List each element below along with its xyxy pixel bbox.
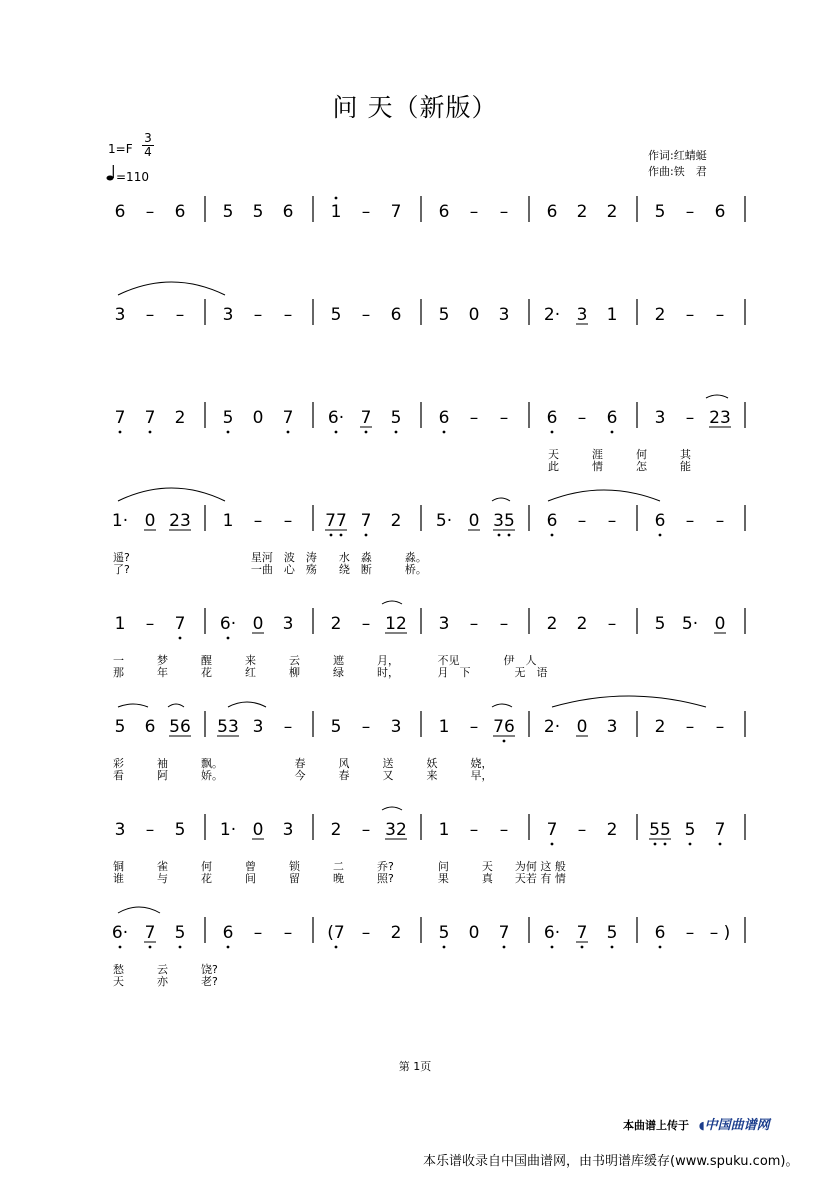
note: 7 xyxy=(390,202,402,222)
note: – xyxy=(469,202,479,222)
note: 77 xyxy=(325,511,347,531)
note: – xyxy=(469,614,479,634)
note: – xyxy=(499,408,509,428)
score-line xyxy=(113,608,745,679)
note: 1 xyxy=(606,305,618,325)
note: 2 xyxy=(174,408,186,428)
note: 5 xyxy=(222,202,234,222)
lower-octave-dot xyxy=(551,534,554,537)
slur xyxy=(118,282,225,295)
meter-top: 3 xyxy=(144,131,152,145)
lower-octave-dot xyxy=(179,946,182,949)
note: 6 xyxy=(222,923,234,943)
note: – xyxy=(715,305,725,325)
slur xyxy=(382,601,402,604)
note: 7 xyxy=(144,408,156,428)
note: 5 xyxy=(654,614,666,634)
lower-octave-dot xyxy=(503,946,506,949)
note: 1· xyxy=(219,820,237,840)
slur xyxy=(492,704,512,707)
lower-octave-dot xyxy=(508,534,511,537)
lower-octave-dot xyxy=(365,534,368,537)
lower-octave-dot xyxy=(719,843,722,846)
note: 5 xyxy=(606,923,618,943)
note: 6· xyxy=(219,614,237,634)
lower-octave-dot xyxy=(227,946,230,949)
slur xyxy=(706,395,728,398)
key-signature: 1=F xyxy=(108,142,133,156)
slur xyxy=(552,696,706,707)
lower-octave-dot xyxy=(659,534,662,537)
note: 7 xyxy=(174,614,186,634)
note: – xyxy=(685,511,695,531)
slur xyxy=(118,907,160,913)
note: 0 xyxy=(252,408,264,428)
note: 2 xyxy=(390,923,402,943)
score-line xyxy=(113,711,745,782)
note: 6 xyxy=(390,305,402,325)
note: 6 xyxy=(546,511,558,531)
lower-octave-dot xyxy=(340,534,343,537)
note: 5 xyxy=(222,408,234,428)
lower-octave-dot xyxy=(119,431,122,434)
note: 6 xyxy=(546,202,558,222)
note: 6 xyxy=(114,202,126,222)
lower-octave-dot xyxy=(335,431,338,434)
note: 6 xyxy=(714,202,726,222)
note: 5· xyxy=(435,511,453,531)
note: 3 xyxy=(438,614,450,634)
note: 7 xyxy=(546,820,558,840)
note: 3 xyxy=(606,717,618,737)
note: – xyxy=(607,511,617,531)
lower-octave-dot xyxy=(179,637,182,640)
lyric-line: 铜 雀 何 曾 锁 二 乔? 问 天 为何 这 般 xyxy=(113,860,566,873)
note: – xyxy=(685,408,695,428)
note: – xyxy=(499,820,509,840)
note: 2 xyxy=(576,202,588,222)
note: 1 xyxy=(114,614,126,634)
note: – xyxy=(361,820,371,840)
slur xyxy=(118,488,225,501)
lower-octave-dot xyxy=(443,946,446,949)
note: 6 xyxy=(174,202,186,222)
slur xyxy=(228,702,266,707)
lower-octave-dot xyxy=(330,534,333,537)
note: – xyxy=(361,614,371,634)
footer-source: 本乐谱收录自中国曲谱网，由书明谱库缓存(www.spuku.com)。 xyxy=(423,1154,799,1169)
note: 2· xyxy=(543,717,561,737)
upper-octave-dot xyxy=(335,197,338,200)
note: – xyxy=(469,820,479,840)
note: – xyxy=(685,923,695,943)
note: 0 xyxy=(252,820,264,840)
note: 56 xyxy=(169,717,191,737)
note: 3 xyxy=(390,717,402,737)
note: 3 xyxy=(498,305,510,325)
note: 6 xyxy=(546,408,558,428)
note: – xyxy=(499,202,509,222)
note: 7 xyxy=(282,408,294,428)
lower-octave-dot xyxy=(335,946,338,949)
note: 0 xyxy=(468,305,480,325)
note: 5 xyxy=(438,923,450,943)
note: 1· xyxy=(111,511,129,531)
lyric-line: 那 年 花 红 柳 绿 时， 月 下 无 语 xyxy=(113,666,548,679)
note: – xyxy=(175,305,185,325)
page-number: 第 1页 xyxy=(398,1060,432,1073)
note: 1 xyxy=(438,820,450,840)
lower-octave-dot xyxy=(551,946,554,949)
composer-credit: 作曲:铁 君 xyxy=(648,165,707,178)
note: 7 xyxy=(114,408,126,428)
note: 5 xyxy=(174,923,186,943)
note: 55 xyxy=(649,820,671,840)
note: 1 xyxy=(330,202,342,222)
note: 6 xyxy=(438,202,450,222)
note: 3 xyxy=(282,820,294,840)
note: 2 xyxy=(330,820,342,840)
lower-octave-dot xyxy=(395,431,398,434)
note: 2 xyxy=(606,820,618,840)
note: 2 xyxy=(390,511,402,531)
score-title: 问 天（新版） xyxy=(332,93,498,122)
note: 5 xyxy=(174,820,186,840)
lyric-line: 此 情 怎 能 xyxy=(548,460,691,473)
note: 5 xyxy=(684,820,696,840)
score-line xyxy=(115,402,745,473)
note: – xyxy=(283,305,293,325)
slur xyxy=(382,807,402,810)
lower-octave-dot xyxy=(227,637,230,640)
note: 53 xyxy=(217,717,239,737)
lower-octave-dot xyxy=(498,534,501,537)
note: – xyxy=(361,717,371,737)
note: 12 xyxy=(385,614,407,634)
lower-octave-dot xyxy=(287,431,290,434)
note: – xyxy=(361,923,371,943)
score-line xyxy=(112,917,745,988)
note: – xyxy=(145,820,155,840)
note: – xyxy=(253,923,263,943)
score-line xyxy=(115,299,745,325)
note: 32 xyxy=(385,820,407,840)
upload-prefix: 本曲谱上传于 xyxy=(623,1119,689,1132)
note: 5 xyxy=(390,408,402,428)
note: – xyxy=(283,717,293,737)
note: – xyxy=(577,820,587,840)
note: 2 xyxy=(654,717,666,737)
note: 5· xyxy=(681,614,699,634)
note: 5 xyxy=(330,305,342,325)
note: – xyxy=(145,614,155,634)
note: 6 xyxy=(654,923,666,943)
lower-octave-dot xyxy=(443,431,446,434)
note: 35 xyxy=(493,511,515,531)
note: 3 xyxy=(252,717,264,737)
note: 5 xyxy=(114,717,126,737)
lower-octave-dot xyxy=(689,843,692,846)
note: 2 xyxy=(654,305,666,325)
note: 7 xyxy=(714,820,726,840)
slur xyxy=(118,704,148,707)
note: 3 xyxy=(654,408,666,428)
lower-octave-dot xyxy=(227,431,230,434)
note: 1 xyxy=(222,511,234,531)
lower-octave-dot xyxy=(659,946,662,949)
note: 3 xyxy=(222,305,234,325)
note: – xyxy=(469,408,479,428)
site-logo-text: 中国曲谱网 xyxy=(704,1118,770,1133)
note: 6 xyxy=(144,717,156,737)
lower-octave-dot xyxy=(149,431,152,434)
note: 5 xyxy=(654,202,666,222)
slur xyxy=(168,704,184,707)
note: – xyxy=(283,511,293,531)
lower-octave-dot xyxy=(654,843,657,846)
note: 6· xyxy=(543,923,561,943)
lower-octave-dot xyxy=(581,946,584,949)
lower-octave-dot xyxy=(664,843,667,846)
slur xyxy=(548,490,660,501)
note: 6 xyxy=(606,408,618,428)
upload-notice xyxy=(623,1114,770,1133)
note: 0 xyxy=(468,923,480,943)
lower-octave-dot xyxy=(611,946,614,949)
note: 0 xyxy=(576,717,588,737)
note: – xyxy=(469,717,479,737)
note: – xyxy=(253,511,263,531)
note: – xyxy=(715,511,725,531)
note: – xyxy=(577,511,587,531)
note: – xyxy=(145,202,155,222)
slur xyxy=(492,498,510,501)
note: 0 xyxy=(468,511,480,531)
lower-octave-dot xyxy=(551,431,554,434)
note: – xyxy=(361,202,371,222)
lyric-line: 遥? 星河 波 涛 水 淼 淼。 xyxy=(113,551,427,564)
note: 2 xyxy=(330,614,342,634)
note: 23 xyxy=(709,408,731,428)
note: – xyxy=(283,923,293,943)
note: 7 xyxy=(576,923,588,943)
score-line xyxy=(113,814,745,885)
note: 6· xyxy=(327,408,345,428)
note: 1 xyxy=(438,717,450,737)
note: 5 xyxy=(330,717,342,737)
note: – xyxy=(145,305,155,325)
note: 2 xyxy=(576,614,588,634)
score-line xyxy=(112,505,745,576)
note: 7 xyxy=(360,408,372,428)
note: 5 xyxy=(438,305,450,325)
score-line xyxy=(115,196,745,222)
lower-octave-dot xyxy=(503,740,506,743)
note: – xyxy=(715,717,725,737)
meter-bottom: 4 xyxy=(144,145,152,159)
note: 3 xyxy=(282,614,294,634)
site-logo-icon: ◖ xyxy=(698,1119,705,1132)
note: – xyxy=(499,614,509,634)
note: 0 xyxy=(252,614,264,634)
note: 7 xyxy=(498,923,510,943)
note: (7 xyxy=(327,923,345,943)
lyric-line: 了? 一曲 心 殇 绕 断 桥。 xyxy=(113,563,427,576)
note: – xyxy=(685,202,695,222)
note: – xyxy=(361,305,371,325)
note: 5 xyxy=(252,202,264,222)
lyric-line: 愁 云 饶? xyxy=(113,963,218,976)
note: 0 xyxy=(714,614,726,634)
lyric-line: 天 亦 老? xyxy=(113,975,218,988)
note: 2 xyxy=(606,202,618,222)
lyric-line: 一 梦 醒 来 云 遮 月， 不见 伊 人 xyxy=(113,654,537,667)
note: – xyxy=(607,614,617,634)
note: 76 xyxy=(493,717,515,737)
note: – xyxy=(685,717,695,737)
note: 6 xyxy=(438,408,450,428)
note: 6 xyxy=(654,511,666,531)
note: 23 xyxy=(169,511,191,531)
lyricist-credit: 作词:红蜻蜓 xyxy=(648,149,707,162)
note: – xyxy=(253,305,263,325)
note: – xyxy=(577,408,587,428)
note: 3 xyxy=(114,305,126,325)
note: 6· xyxy=(111,923,129,943)
note: – xyxy=(685,305,695,325)
lower-octave-dot xyxy=(551,843,554,846)
note: 6 xyxy=(282,202,294,222)
note: 0 xyxy=(144,511,156,531)
lower-octave-dot xyxy=(149,946,152,949)
note: 2 xyxy=(546,614,558,634)
note: 7 xyxy=(360,511,372,531)
note: 3 xyxy=(576,305,588,325)
lower-octave-dot xyxy=(611,431,614,434)
note: 3 xyxy=(114,820,126,840)
lyric-line: 天 涯 何 其 xyxy=(548,448,691,461)
lyric-line: 看 阿 娇。 今 春 又 来 早， xyxy=(113,769,493,782)
lower-octave-dot xyxy=(119,946,122,949)
lower-octave-dot xyxy=(365,431,368,434)
lyric-line: 谁 与 花 间 留 晚 照? 果 真 天若 有 情 xyxy=(113,872,566,885)
note: 7 xyxy=(144,923,156,943)
tempo-value: =110 xyxy=(116,170,149,184)
note: – ) xyxy=(709,923,731,943)
note: 2· xyxy=(543,305,561,325)
lyric-line: 彩 袖 飘。 春 风 送 妖 娆， xyxy=(113,757,493,770)
